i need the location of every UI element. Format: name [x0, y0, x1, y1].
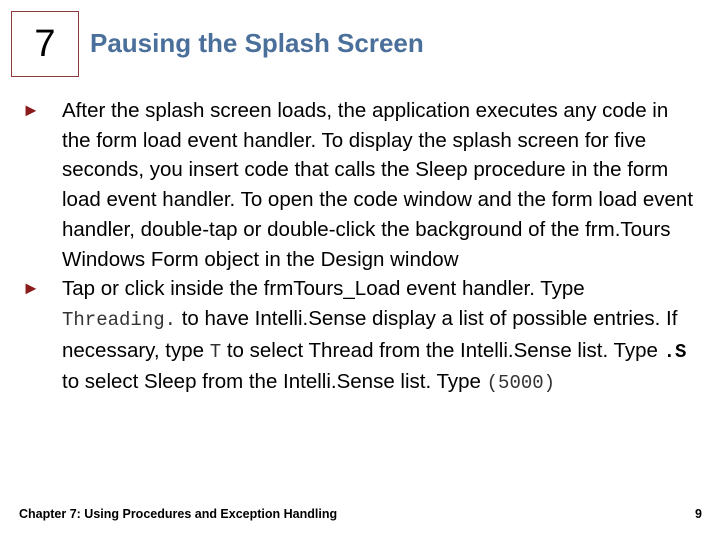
bullet-text-2c: to select Thread from the Intelli.Sense list. Type: [221, 338, 664, 362]
bullet-text-2b: to have Intelli.Sense display a list of possible entries. If necessary, type: [62, 306, 678, 362]
arrow-bullet-icon: ►: [22, 278, 40, 299]
code-threading: Threading.: [62, 308, 177, 331]
chapter-number: 7: [34, 22, 56, 65]
arrow-bullet-icon: ►: [22, 100, 40, 120]
page-number: 9: [695, 507, 702, 521]
footer-chapter-title: Chapter 7: Using Procedures and Exception Handling: [19, 507, 338, 521]
bullet-list: [22, 96, 702, 399]
bullet-item-1: [22, 96, 702, 274]
bullet-text-2a: Tap or click inside the frmTours_Load event handler. Type: [62, 277, 585, 301]
code-t: T: [209, 340, 222, 363]
code-dot-s: .S: [663, 340, 687, 363]
code-5000: (5000): [486, 372, 556, 395]
bullet-text-2d: to select Sleep from the Intelli.Sense list. Type: [62, 370, 487, 394]
bullet-text-1: After the splash screen loads, the application executes any code in the form load event handler. To display the splash screen for five seconds, you insert code that calls the Sleep procedure in the form load event handler. To open the code window and the form load event handler, double-tap or double-click the background of the frm.Tours Windows Form object in the Design window: [62, 99, 694, 271]
chapter-number-box: [11, 11, 79, 77]
bullet-item-2: [22, 274, 702, 399]
slide-title: Pausing the Splash Screen: [90, 28, 424, 58]
